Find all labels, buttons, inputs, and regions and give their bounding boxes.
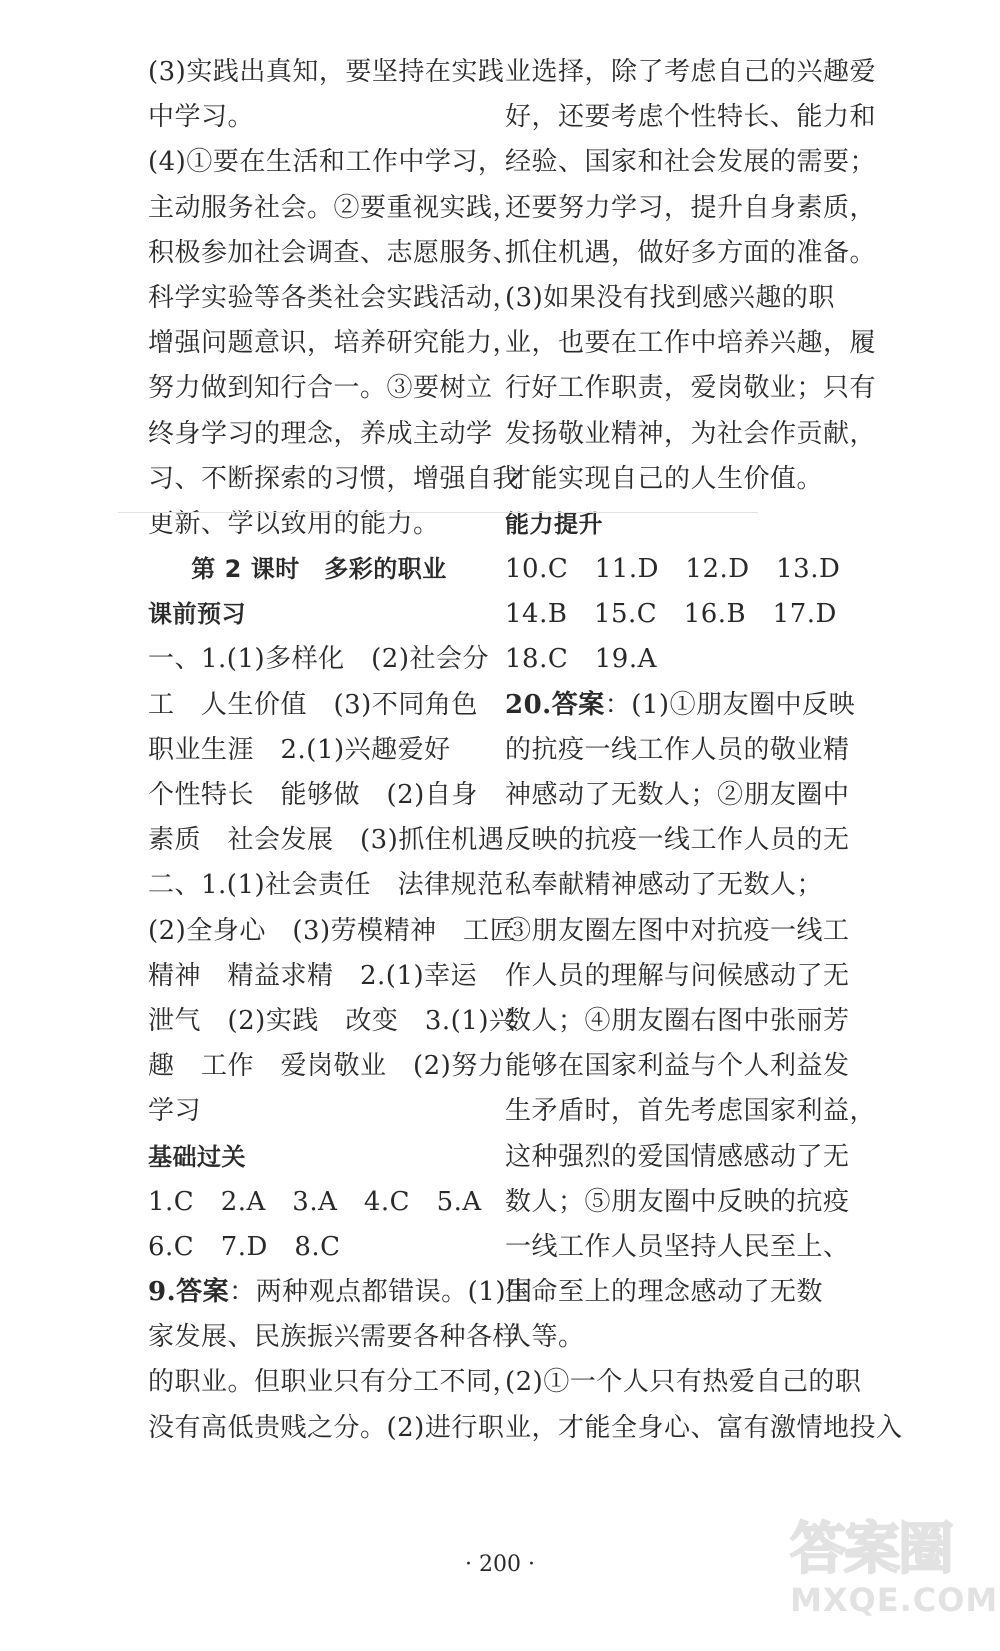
left-text-block — [148, 50, 520, 547]
ability-answers — [505, 547, 851, 683]
answer-line: 反映的抗疫一线工作人员的无 — [505, 825, 850, 856]
text-line: 才能实现自己的人生价值。 — [505, 463, 824, 494]
answer-line: 没有高低贵贱之分。(2)进行职 — [148, 1412, 505, 1443]
text-line: 增强问题意识，培养研究能力， — [148, 328, 520, 359]
right-text-block — [505, 50, 877, 502]
question-20-answer — [505, 683, 903, 1451]
answer-line: 14.B 15.C 16.B 17.D — [505, 599, 837, 630]
text-line: 努力做到知行合一。③要树立 — [148, 373, 493, 404]
watermark-logo: 答案圈 — [790, 1517, 952, 1582]
answer-line: 私奉献精神感动了无数人； — [505, 870, 824, 901]
answer-line: ③朋友圈左图中对抗疫一线工 — [505, 915, 850, 946]
text-line: (3)实践出真知，要坚持在实践 — [148, 57, 505, 87]
answer-line: 10.C 11.D 12.D 13.D — [505, 554, 841, 585]
q9-label: 9.答案 — [148, 1277, 230, 1308]
text-line: (4)①要在生活和工作中学习， — [148, 147, 505, 178]
text-line: 发扬敬业精神，为社会作贡献， — [505, 418, 877, 449]
answer-line: (2)全身心 (3)劳模精神 工匠 — [148, 915, 517, 946]
answer-line: 素质 社会发展 (3)抓住机遇 — [148, 825, 505, 856]
page-number: · 200 · — [465, 1552, 535, 1577]
answer-line: 二、1.(1)社会责任 法律规范 — [148, 870, 504, 901]
text-line: 积极参加社会调查、志愿服务、 — [148, 237, 520, 268]
preview-heading: 课前预习 — [148, 600, 246, 629]
answer-line: 人等。 — [505, 1322, 585, 1353]
text-line: 业选择，除了考虑自己的兴趣爱 — [505, 57, 877, 87]
answer-line: 泄气 (2)实践 改变 3.(1)兴 — [148, 1005, 516, 1036]
answer-line: 工 人生价值 (3)不同角色 — [148, 689, 478, 720]
answer-line: 个性特长 能够做 (2)自身 — [148, 780, 478, 810]
preview-answers — [148, 637, 517, 1134]
answer-line: 的职业。但职业只有分工不同， — [148, 1367, 520, 1398]
answer-line: 的抗疫一线工作人员的敬业精 — [505, 734, 850, 765]
text-line: (3)如果没有找到感兴趣的职 — [505, 282, 835, 313]
question-9-answer — [148, 1270, 533, 1451]
answer-line: 精神 精益求精 2.(1)幸运 — [148, 960, 478, 991]
text-line: 习、不断探索的习惯，增强自我 — [148, 463, 520, 494]
basic-heading: 基础过关 — [148, 1142, 246, 1171]
text-line: 更新、学以致用的能力。 — [148, 508, 440, 539]
text-line: 中学习。 — [148, 102, 255, 133]
answer-line: 职业生涯 2.(1)兴趣爱好 — [148, 734, 451, 765]
text-line: 经验、国家和社会发展的需要； — [505, 147, 877, 178]
answer-line: 数人；⑤朋友圈中反映的抗疫 — [505, 1186, 850, 1217]
text-line: 抓住机遇，做好多方面的准备。 — [505, 237, 877, 268]
text-line: 终身学习的理念，养成主动学 — [148, 418, 493, 449]
answer-line — [148, 1270, 533, 1315]
watermark-url: MXQE.COM — [790, 1581, 999, 1619]
answer-line — [505, 683, 856, 728]
answer-line: 1.C 2.A 3.A 4.C 5.A — [148, 1186, 482, 1217]
answer-line: 家发展、民族振兴需要各种各样 — [148, 1322, 520, 1353]
q20-text: ：(1)①朋友圈中反映 — [604, 689, 856, 720]
answer-line: 趣 工作 爱岗敬业 (2)努力 — [148, 1051, 505, 1082]
lesson-title: 第 2 课时 多彩的职业 — [191, 555, 447, 584]
answer-line: 一、1.(1)多样化 (2)社会分 — [148, 644, 489, 675]
answer-line: 6.C 7.D 8.C — [148, 1231, 341, 1262]
text-line: 主动服务社会。②要重视实践， — [148, 192, 520, 223]
right-column — [505, 50, 903, 1451]
answer-line: 生命至上的理念感动了无数 — [505, 1277, 824, 1308]
site-watermark — [790, 1505, 999, 1645]
q20-label: 20.答案 — [505, 689, 605, 720]
answer-line: 这种强烈的爱国情感感动了无 — [505, 1141, 850, 1172]
text-line: 好，还要考虑个性特长、能力和 — [505, 102, 877, 133]
answer-line: 生矛盾时，首先考虑国家利益， — [505, 1096, 877, 1127]
left-column — [148, 50, 533, 1451]
ability-heading: 能力提升 — [505, 509, 603, 538]
answer-line: 一线工作人员坚持人民至上、 — [505, 1231, 850, 1262]
section-divider — [118, 512, 758, 513]
text-line: 还要努力学习，提升自身素质， — [505, 192, 877, 223]
answer-line: 神感动了无数人；②朋友圈中 — [505, 780, 850, 810]
answer-line: (2)①一个人只有热爱自己的职 — [505, 1367, 862, 1398]
q9-text: ：两种观点都错误。(1)国 — [229, 1277, 533, 1308]
answer-line: 学习 — [148, 1096, 202, 1127]
answer-line: 业，才能全身心、富有激情地投入 — [505, 1412, 903, 1443]
answer-line: 能够在国家利益与个人利益发 — [505, 1051, 850, 1082]
text-line: 行好工作职责，爱岗敬业；只有 — [505, 373, 877, 404]
text-line: 科学实验等各类社会实践活动， — [148, 282, 520, 313]
answer-line: 作人员的理解与问候感动了无 — [505, 960, 850, 991]
answer-line: 18.C 19.A — [505, 644, 657, 675]
basic-answers — [148, 1180, 490, 1270]
answer-line: 数人；④朋友圈右图中张丽芳 — [505, 1005, 850, 1036]
text-line: 业，也要在工作中培养兴趣，履 — [505, 328, 877, 359]
